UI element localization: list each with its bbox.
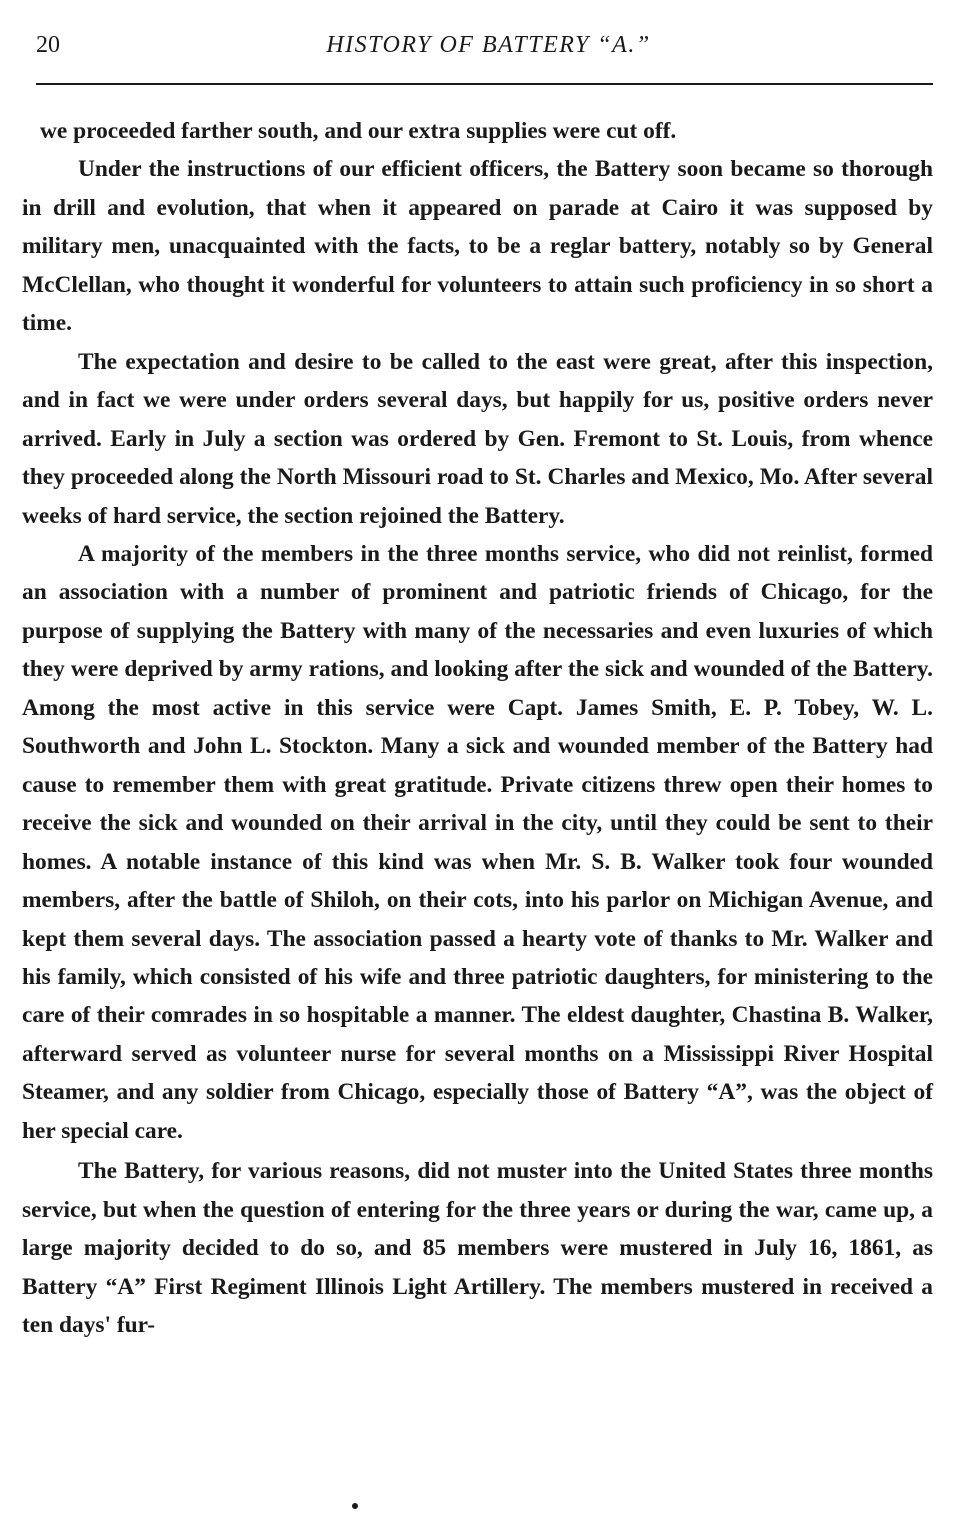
page-number: 20 [36,32,60,58]
page-header [36,28,931,72]
paragraph: Under the instructions of our efficient officers, the Battery soon became so thorough in drill and evolution, that when it appeared on parade at Cairo it was supposed by military men, unacquainted with the facts, to be a reglar battery, notably so by General McClellan, who thought it wonderful for volunteers to attain such proficiency in so short a time. [22,156,933,337]
body-text [22,112,933,1345]
header-rule [36,83,933,85]
paragraph-continued: we proceeded farther south, and our extra supplies were cut off. [40,118,677,144]
paragraph: A majority of the members in the three months service, who did not reinlist, formed an association with a number of prominent and patriotic friends of Chicago, for the purpose of supplying the Battery with many of the necessaries and even luxuries of which they were deprived by army rations, and looking after the sick and wounded of the Battery. Among the most active in this service were Capt. James Smith, E. P. Tobey, W. L. Southworth and John L. Stockton. Many a sick and wounded member of the Battery had cause to remember them with great gratitude. Private citizens threw open their homes to receive the sick and wounded on their arrival in the city, until they could be sent to their homes. A notable instance of this kind was when Mr. S. B. Walker took four wounded members, after the battle of Shiloh, on their cots, into his parlor on Michigan Avenue, and kept them several days. The association passed a hearty vote of thanks to Mr. Walker and his family, which consisted of his wife and three patriotic daughters, for ministering to the care of their comrades in so hospitable a manner. The eldest daughter, Chastina B. Walker, afterward served as volunteer nurse for several months on a Mississippi River Hospital Steamer, and any soldier from Chicago, especially those of Battery “A”, was the object of her special care. [22,540,933,1144]
paragraph: The Battery, for various reasons, did not muster into the United States three months service, but when the question of entering for the three years or during the war, came up, a large majority decided to do so, and 85 members were mustered in July 16, 1861, as Battery “A” First Regiment Illinois Light Artillery. The members mustered in received a ten days' fur- [22,1158,933,1339]
running-title: HISTORY OF BATTERY “A.” [326,32,651,58]
paragraph: The expectation and desire to be called to the east were great, after this inspection, and in fact we were under orders several days, but happily for us, positive orders never arrived. Early in July a section was ordered by Gen. Fremont to St. Louis, from whence they proceeded along the North Missouri road to St. Charles and Mexico, Mo. After several weeks of hard service, the section rejoined the Battery. [22,348,933,529]
printer-mark [352,1503,358,1509]
